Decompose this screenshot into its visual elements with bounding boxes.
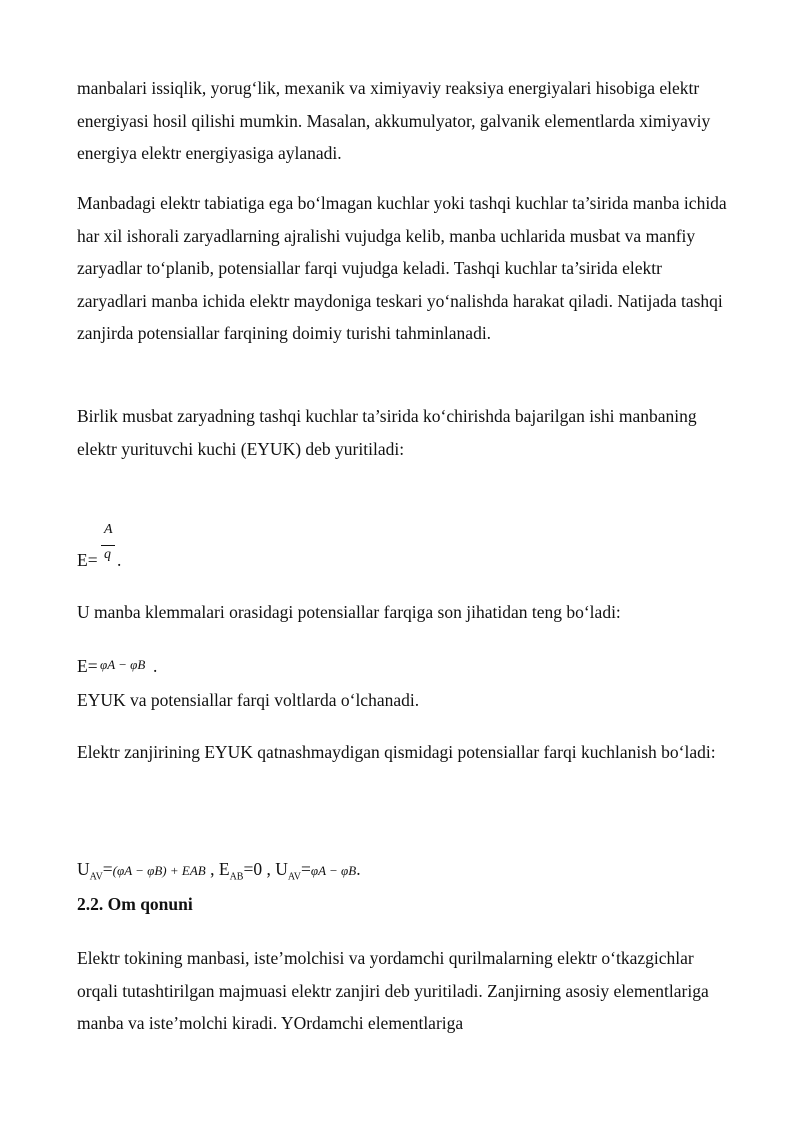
paragraph-6: Elektr zanjirining EYUK qatnashmaydigan qismidagi potensiallar farqi kuchlanish bo‘ladi: <box>77 742 716 762</box>
formula-pd-lhs: E= <box>77 656 98 676</box>
formula-voltage-rhs: (φA − φB) + EAB <box>112 863 206 878</box>
formula-emf-denominator: q <box>104 547 111 562</box>
fraction-bar <box>101 545 115 546</box>
formula-voltage-u: U <box>77 859 90 879</box>
formula-voltage-sep: , E <box>205 859 230 879</box>
formula-emf-end: . <box>117 550 122 570</box>
paragraph-5: EYUK va potensiallar farqi voltlarda o‘lchanadi. <box>77 690 420 710</box>
formula-voltage <box>77 859 361 883</box>
formula-voltage-e-sub: AB <box>229 871 244 883</box>
paragraph-2: Manbadagi elektr tabiatiga ega bo‘lmagan kuchlar yoki tashqi kuchlar ta’sirida manba ichida har xil ishorali zaryadlarning ajralishi vujudga kelib, manba uchlarida musbat va manfiy zaryadlar to‘planib, potensiallar farqi vujudga keladi. Tashqi kuchlar ta’sirida elektr zaryadlari manba ichida elektr maydoniga teskari yo‘nalishda harakat qiladi. Natijada tashqi zanjirda potensiallar farqining doimiy turishi tahminlanadi. <box>77 193 727 343</box>
paragraph-1: manbalari issiqlik, yorug‘lik, mexanik va ximiyaviy reaksiya energiyalari hisobiga elektr energiyasi hosil qilishi mumkin. Masalan, akkumulyator, galvanik elementlarda ximiyaviy energiya elektr energiyasiga aylanadi. <box>77 78 711 163</box>
formula-pd-end: . <box>153 656 158 676</box>
formula-voltage-eq: = <box>102 859 113 879</box>
formula-pd-rhs: φA − φB <box>100 657 146 672</box>
formula-voltage-eq3: = <box>301 859 311 879</box>
paragraph-7: Elektr tokining manbasi, iste’molchisi va yordamchi qurilmalarning elektr o‘tkazgichlar orqali tutashtirilgan majmuasi elektr zanjiri deb yuritiladi. Zanjirning asosiy elementlariga manba va iste’molchi kiradi. YOrdamchi elementlariga <box>77 948 709 1033</box>
section-heading: 2.2. Om qonuni <box>77 894 193 914</box>
formula-voltage-u-sub: AV <box>89 871 103 883</box>
formula-voltage-end: . <box>356 859 361 879</box>
paragraph-3: Birlik musbat zaryadning tashqi kuchlar ta’sirida ko‘chirishda bajarilgan ishi manbaning elektr yurituvchi kuchi (EYUK) deb yuritiladi: <box>77 406 697 459</box>
formula-emf-numerator: A <box>104 522 113 537</box>
paragraph-4: U manba klemmalari orasidagi potensiallar farqiga son jihatidan teng bo‘ladi: <box>77 602 621 622</box>
formula-voltage-u2-sub: AV <box>287 871 302 883</box>
formula-voltage-rhs2: φA − φB <box>310 863 357 878</box>
formula-voltage-eq2: =0 , U <box>243 859 288 879</box>
formula-emf-lhs: E= <box>77 550 98 570</box>
